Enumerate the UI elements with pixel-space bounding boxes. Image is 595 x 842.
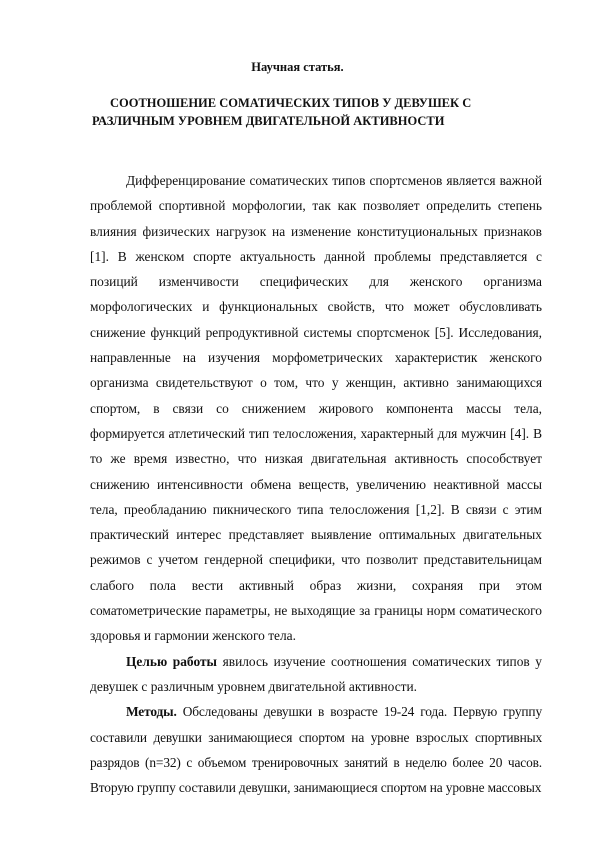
article-title-line-2: РАЗЛИЧНЫМ УРОВНЕМ ДВИГАТЕЛЬНОЙ АКТИВНОСТИ — [92, 114, 445, 128]
methods-paragraph — [90, 699, 542, 800]
article-title-line-1: СООТНОШЕНИЕ СОМАТИЧЕСКИХ ТИПОВ У ДЕВУШЕК С — [110, 96, 472, 110]
article-body — [90, 168, 542, 800]
goal-label: Целью работы — [126, 653, 217, 669]
methods-label: Методы. — [126, 704, 177, 720]
article-label: Научная статья. — [251, 60, 344, 74]
goal-text: явилось изучение соотношения соматических типов у девушек с различным уровнем двигательной активности. — [90, 653, 542, 694]
intro-paragraph: Дифференцирование соматических типов спортсменов является важной проблемой спортивной морфологии, так как позволяет определить степень влияния физических нагрузок на изменение конституциональных признаков [1]. В женском спорте актуальность данной проблемы представляется с позиций изменчивости специфических для женского организма морфологических и функциональных свойств, что может обусловливать снижение функций репродуктивной системы спортсменок [5]. Исследования, направленные на изучения морфометрических характеристик женского организма свидетельствуют о том, что у женщин, активно занимающихся спортом, в связи со снижением жирового компонента массы тела, формируется атлетический тип телосложения, характерный для мужчин [4]. В то же время известно, что низкая двигательная активность способствует снижению интенсивности обмена веществ, увеличению неактивной массы тела, преобладанию пикнического типа телосложения [1,2]. В связи с этим практический интерес представляет выявление оптимальных двигательных режимов с учетом гендерной специфики, что позволит представительницам слабого пола вести активный образ жизни, сохраняя при этом соматометрические параметры, не выходящие за границы норм соматического здоровья и гармонии женского тела. — [90, 173, 542, 644]
methods-text: Обследованы девушки в возрасте 19-24 года. Первую группу составили девушки занимающиеся спортом на уровне взрослых спортивных разрядов (n=32) с объемом тренировочных занятий в неделю более 20 часов. Вторую группу составили девушки, занимающиеся спортом на уровне массовых — [90, 704, 542, 796]
goal-paragraph — [90, 649, 542, 700]
